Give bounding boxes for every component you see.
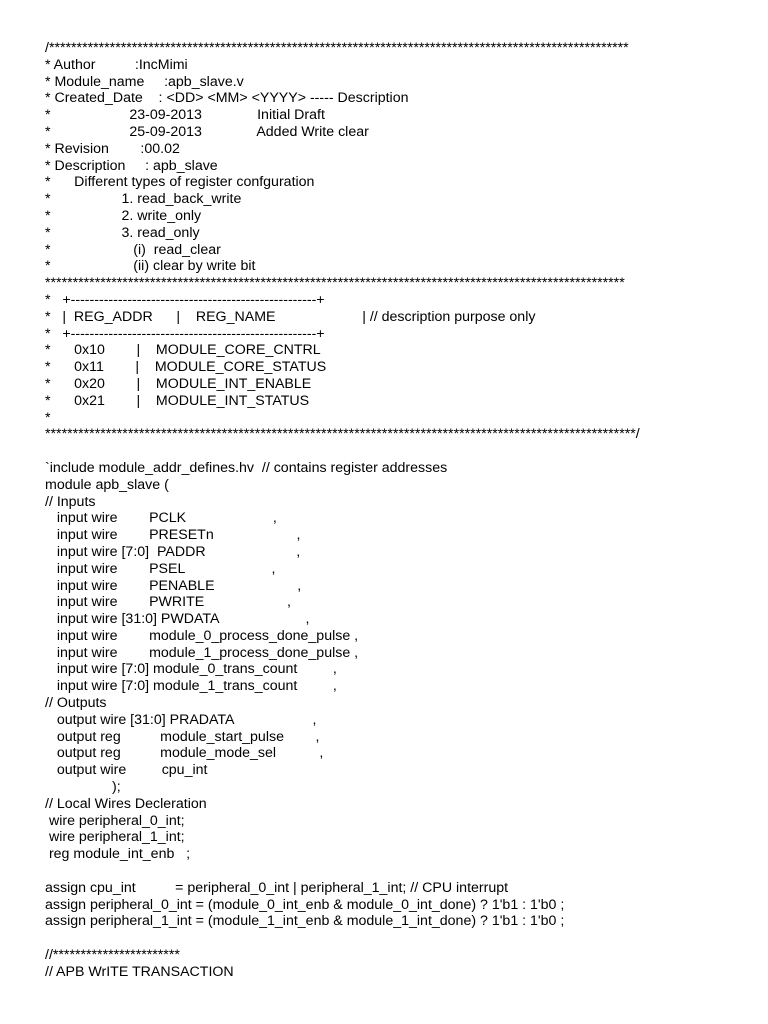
code-line: // Outputs [45, 695, 107, 712]
code-line: * 0x20 | MODULE_INT_ENABLE [45, 375, 312, 392]
code-line: ); [45, 779, 121, 796]
code-line: module apb_slave ( [45, 476, 169, 493]
code-line: input wire PWRITE , [45, 594, 291, 611]
code-line: * 23-09-2013 Initial Draft [45, 107, 325, 124]
code-line: * Module_name :apb_slave.v [45, 73, 244, 90]
code-line [45, 863, 745, 880]
code-line: input wire PRESETn , [45, 527, 301, 544]
code-line: assign cpu_int = peripheral_0_int | peripheral_1_int; // CPU interrupt [45, 879, 509, 896]
code-line: assign peripheral_1_int = (module_1_int_enb & module_1_int_done) ? 1'b1 : 1'b0 ; [45, 913, 565, 930]
code-line: * Author :IncMimi [45, 56, 188, 73]
code-line: * (i) read_clear [45, 241, 221, 258]
code-line: // Local Wires Decleration [45, 795, 207, 812]
code-line: // Inputs [45, 493, 96, 510]
code-line: * | REG_ADDR | REG_NAME | // description purpose only [45, 308, 536, 325]
code-line: * +----------------------------------------------------+ [45, 325, 325, 342]
code-line: input wire PCLK , [45, 510, 277, 527]
code-line: * Different types of register confguration [45, 174, 315, 191]
code-line: input wire module_0_process_done_pulse , [45, 627, 359, 644]
code-line: * Description : apb_slave [45, 157, 218, 174]
code-line: assign peripheral_0_int = (module_0_int_enb & module_0_int_done) ? 1'b1 : 1'b0 ; [45, 896, 565, 913]
code-line: output wire cpu_int [45, 762, 208, 779]
code-line: `include module_addr_defines.hv // contains register addresses [45, 459, 448, 476]
code-line: * 0x10 | MODULE_CORE_CNTRL [45, 342, 321, 359]
code-line: // APB WrITE TRANSACTION [45, 963, 234, 980]
code-line [45, 930, 745, 947]
code-line: * 25-09-2013 Added Write clear [45, 123, 369, 140]
code-line: //*********************** [45, 947, 180, 964]
code-line: /********************************************************************************************************* [45, 40, 629, 56]
code-line: ***********************************************************************************************************/ [45, 426, 640, 443]
code-line: reg module_int_enb ; [45, 846, 191, 863]
code-line: * Revision :00.02 [45, 140, 180, 157]
code-line: * 1. read_back_write [45, 191, 242, 208]
code-line: input wire [31:0] PWDATA , [45, 611, 310, 628]
source-code-block [45, 40, 745, 981]
code-line: * Created_Date : <DD> <MM> <YYYY> ----- Description [45, 90, 409, 107]
code-line: output reg module_start_pulse , [45, 728, 320, 745]
code-line: wire peripheral_0_int; [45, 812, 185, 829]
code-line: input wire [7:0] module_0_trans_count , [45, 661, 337, 678]
code-line: * 0x21 | MODULE_INT_STATUS [45, 392, 310, 409]
code-line [45, 443, 745, 460]
code-line: * 2. write_only [45, 207, 202, 224]
code-line: * +----------------------------------------------------+ [45, 291, 325, 308]
code-line: * (ii) clear by write bit [45, 258, 256, 275]
code-line: ********************************************************************************************************* [45, 275, 625, 292]
code-line: input wire PENABLE , [45, 577, 302, 594]
code-line: output wire [31:0] PRADATA , [45, 711, 317, 728]
code-line: * 3. read_only [45, 224, 200, 241]
code-line: * 0x11 | MODULE_CORE_STATUS [45, 359, 327, 376]
code-line: output reg module_mode_sel , [45, 745, 324, 762]
code-line: input wire PSEL , [45, 560, 276, 577]
code-line: input wire [7:0] PADDR , [45, 543, 301, 560]
code-line: input wire [7:0] module_1_trans_count , [45, 678, 337, 695]
code-line: wire peripheral_1_int; [45, 829, 185, 846]
code-line: input wire module_1_process_done_pulse , [45, 644, 359, 661]
code-line: * [45, 409, 51, 426]
